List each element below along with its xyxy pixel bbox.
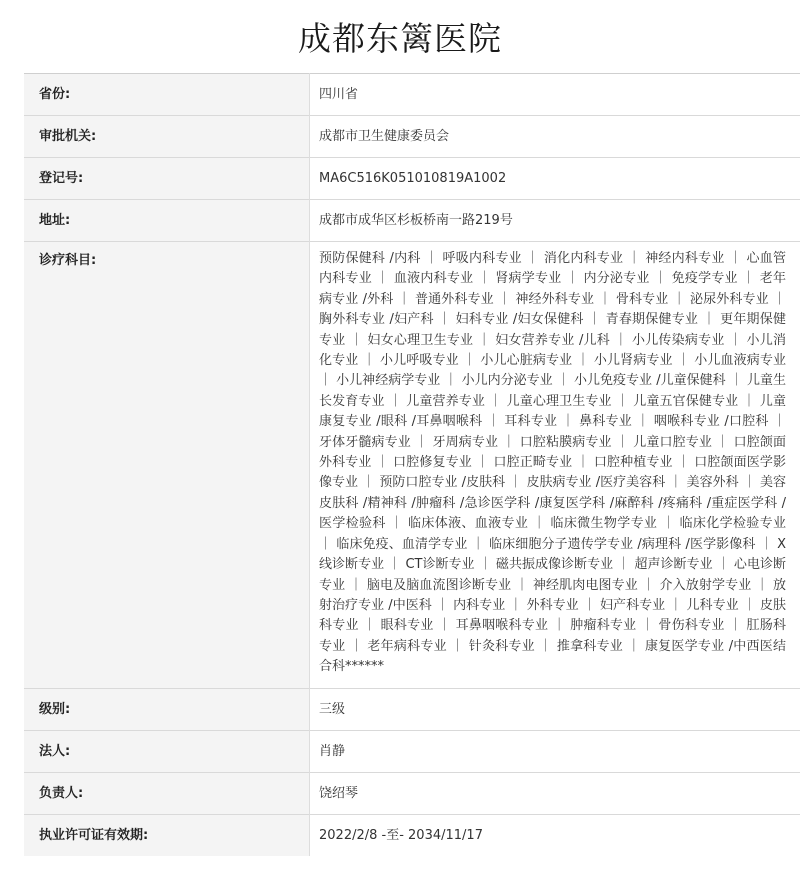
title-wrap xyxy=(0,0,800,59)
scope-value: 预防保健科 /内科 ｜ 呼吸内科专业 ｜ 消化内科专业 ｜ 神经内科专业 ｜ 心血管内科专业 ｜ 血液内科专业 ｜ 肾病学专业 ｜ 内分泌专业 ｜ 免疫学专业 ｜ 老年病专业 /外科 ｜ 普通外科专业 ｜ 神经外科专业 ｜ 骨科专业 ｜ 泌尿外科专业 ｜ 胸外科专业 /妇产科 ｜ 妇科专业 /妇女保健科 ｜ 青春期保健专业 ｜ 更年期保健专业 ｜ 妇女心理卫生专业 ｜ 妇女营养专业 /儿科 ｜ 小儿传染病专业 ｜ 小儿消化专业 ｜ 小儿呼吸专业 ｜ 小儿心脏病专业 ｜ 小儿肾病专业 ｜ 小儿血液病专业 ｜ 小儿神经病学专业 ｜ 小儿内分泌专业 ｜ 小儿免疫专业 /儿童保健科 ｜ 儿童生长发育专业 ｜ 儿童营养专业 ｜ 儿童心理卫生专业 ｜ 儿童五官保健专业 ｜ 儿童康复专业 /眼科 /耳鼻咽喉科 ｜ 耳科专业 ｜ 鼻科专业 ｜ 咽喉科专业 /口腔科 ｜ 牙体牙髓病专业 ｜ 牙周病专业 ｜ 口腔粘膜病专业 ｜ 儿童口腔专业 ｜ 口腔颌面外科专业 ｜ 口腔修复专业 ｜ 口腔正畸专业 ｜ 口腔种植专业 ｜ 口腔颌面医学影像专业 ｜ 预防口腔专业 /皮肤科 ｜ 皮肤病专业 /医疗美容科 ｜ 美容外科 ｜ 美容皮肤科 /精神科 /肿瘤科 /急诊医学科 /康复医学科 /麻醉科 /疼痛科 /重症医学科 /医学检验科 ｜ 临床体液、血液专业 ｜ 临床微生物学专业 ｜ 临床化学检验专业 ｜ 临床免疫、血清学专业 ｜ 临床细胞分子遗传学专业 /病理科 /医学影像科 ｜ X线诊断专业 ｜ CT诊断专业 ｜ 磁共振成像诊断专业 ｜ 超声诊断专业 ｜ 心电诊断专业 ｜ 脑电及脑血流图诊断专业 ｜ 神经肌肉电图专业 ｜ 介入放射学专业 ｜ 放射治疗专业 /中医科 ｜ 内科专业 ｜ 外科专业 ｜ 妇产科专业 ｜ 儿科专业 ｜ 皮肤科专业 ｜ 眼科专业 ｜ 耳鼻咽喉科专业 ｜ 肿瘤科专业 ｜ 骨伤科专业 ｜ 肛肠科专业 ｜ 老年病科专业 ｜ 针灸科专业 ｜ 推拿科专业 ｜ 康复医学专业 /中西医结合科****** xyxy=(310,242,800,689)
license-validity-value: 2022/2/8 -至- 2034/11/17 xyxy=(310,814,800,856)
row-level xyxy=(24,688,800,730)
row-person-in-charge xyxy=(24,772,800,814)
row-address xyxy=(24,200,800,242)
hospital-info-table xyxy=(24,73,800,856)
license-validity-label: 执业许可证有效期: xyxy=(24,814,310,856)
registration-no-label: 登记号: xyxy=(24,158,310,200)
level-label: 级别: xyxy=(24,688,310,730)
row-scope xyxy=(24,242,800,689)
row-approval-authority xyxy=(24,116,800,158)
address-label: 地址: xyxy=(24,200,310,242)
legal-person-label: 法人: xyxy=(24,730,310,772)
address-value: 成都市成华区杉板桥南一路219号 xyxy=(310,200,800,242)
person-in-charge-label: 负责人: xyxy=(24,772,310,814)
scope-label: 诊疗科目: xyxy=(24,242,310,689)
approval-authority-value: 成都市卫生健康委员会 xyxy=(310,116,800,158)
person-in-charge-value: 饶绍琴 xyxy=(310,772,800,814)
row-legal-person xyxy=(24,730,800,772)
legal-person-value: 肖静 xyxy=(310,730,800,772)
row-license-validity xyxy=(24,814,800,856)
row-registration-no xyxy=(24,158,800,200)
registration-no-value: MA6C516K051010819A1002 xyxy=(310,158,800,200)
province-label: 省份: xyxy=(24,74,310,116)
province-value: 四川省 xyxy=(310,74,800,116)
hospital-title: 成都东篱医院 xyxy=(298,19,502,59)
level-value: 三级 xyxy=(310,688,800,730)
row-province xyxy=(24,74,800,116)
approval-authority-label: 审批机关: xyxy=(24,116,310,158)
